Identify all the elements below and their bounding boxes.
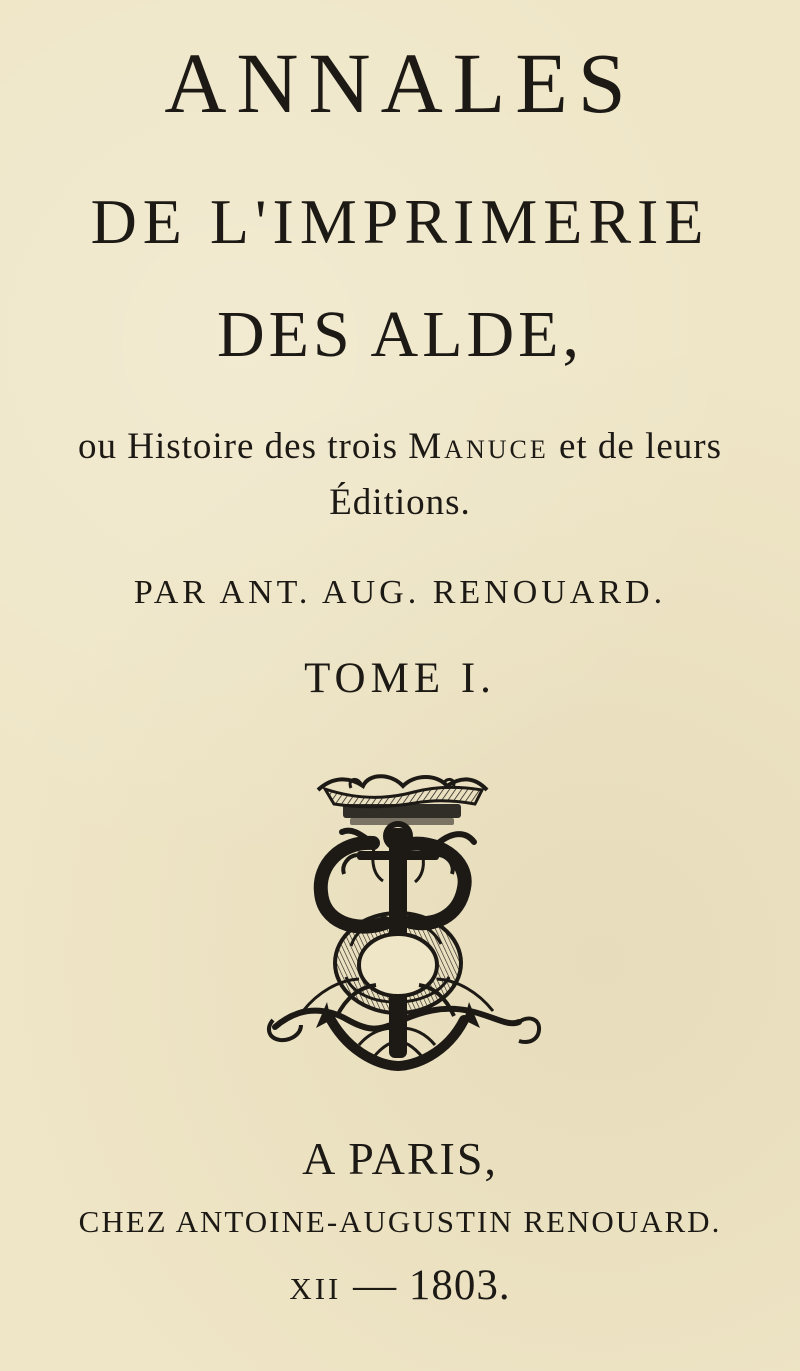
imprint-year-prefix: XII (289, 1271, 342, 1306)
imprint-publisher: CHEZ ANTOINE-AUGUSTIN RENOUARD. (78, 1204, 722, 1239)
subtitle-line-2: Éditions. (329, 482, 471, 523)
subtitle-suffix: et de leurs (558, 426, 723, 467)
imprint-date-line (0, 1264, 800, 1307)
subtitle-name: Manuce (408, 426, 549, 467)
volume-line: TOME I. (304, 655, 496, 702)
anchor-dolphin-emblem (255, 770, 545, 1085)
title-line-2: DE L'IMPRIMERIE (90, 186, 710, 257)
imprint-dash: — (353, 1262, 398, 1309)
imprint-city: A PARIS, (302, 1133, 498, 1184)
title-line-1: ANNALES (164, 35, 636, 131)
imprint-year: 1803. (408, 1262, 511, 1309)
subtitle-prefix: ou Histoire des trois (77, 426, 399, 467)
title-line-3: DES ALDE, (217, 298, 583, 371)
subtitle-line-1 (0, 428, 800, 465)
author-line: PAR ANT. AUG. RENOUARD. (133, 574, 667, 611)
crown-icon (318, 776, 487, 825)
